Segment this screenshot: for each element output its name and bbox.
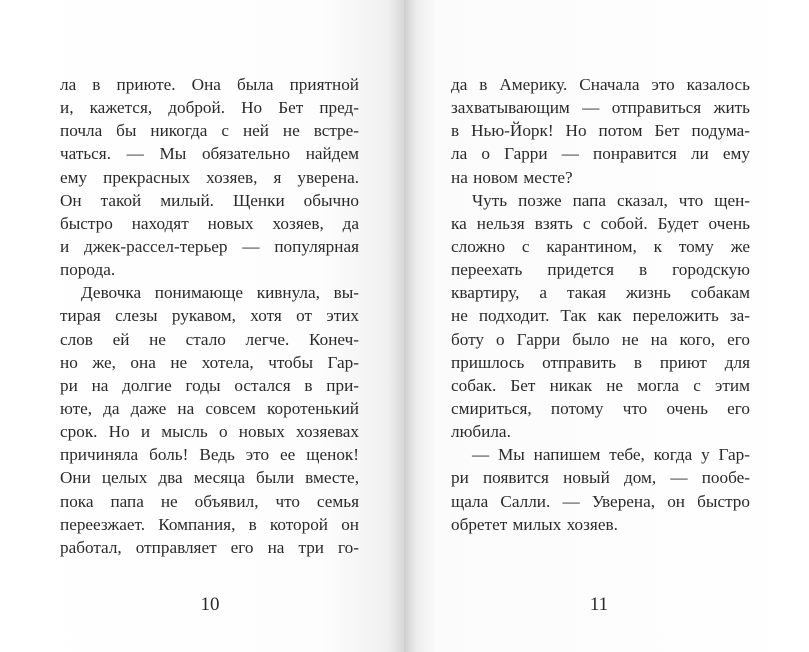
text-line: тирая слезы рукавом, хотя от этих bbox=[60, 306, 359, 326]
text-line: быстро находят новых хозяев, да bbox=[60, 213, 359, 233]
text-line: пока папа не объявил, что семья bbox=[60, 491, 359, 511]
text-line: Он такой милый. Щенки обычно bbox=[60, 190, 359, 210]
text-line: смириться, потому что очень его bbox=[451, 398, 750, 418]
text-line: почла бы никогда с ней не встре- bbox=[60, 121, 359, 141]
text-line: но же, она не хотела, чтобы Гар- bbox=[60, 352, 359, 372]
text-line: и джек-рассел-терьер — популярная bbox=[60, 236, 359, 256]
text-line: причиняла боль! Ведь это ее щенок! bbox=[60, 445, 359, 465]
right-page-text bbox=[451, 73, 750, 536]
right-page bbox=[404, 0, 809, 652]
text-line: — Мы напишем тебе, когда у Гар- bbox=[472, 445, 750, 465]
text-line: ри на долгие годы остался в при- bbox=[60, 375, 359, 395]
text-line: любила. bbox=[451, 422, 511, 442]
text-line: Они целых два месяца были вместе, bbox=[60, 468, 359, 488]
page-number: 11 bbox=[589, 594, 609, 615]
text-line: ка нельзя взять с собой. Будет очень bbox=[451, 213, 750, 233]
text-line: ла в приюте. Она была приятной bbox=[60, 75, 359, 94]
text-line: срок. Но и мысль о новых хозяевах bbox=[60, 422, 359, 442]
text-line: чаться. — Мы обязательно найдем bbox=[60, 144, 359, 164]
text-line: квартиру, а такая жизнь собакам bbox=[451, 283, 750, 303]
text-line: обретет милых хозяев. bbox=[451, 514, 618, 534]
text-line: Девочка понимающе кивнула, вы- bbox=[81, 283, 359, 303]
left-page-text bbox=[60, 73, 359, 559]
text-line: ри появится новый дом, — пообе- bbox=[451, 468, 750, 488]
text-line: на новом месте? bbox=[451, 167, 573, 187]
left-page bbox=[0, 0, 404, 652]
text-line: и, кажется, доброй. Но Бет пред- bbox=[60, 98, 359, 118]
text-line: Чуть позже папа сказал, что щен- bbox=[472, 190, 750, 210]
text-line: переезжает. Компания, в которой он bbox=[60, 514, 359, 534]
page-number: 10 bbox=[200, 594, 220, 615]
text-line: захватывающим — отправиться жить bbox=[451, 98, 750, 118]
text-line: собак. Бет никак не могла с этим bbox=[451, 375, 750, 395]
text-line: в Нью-Йорк! Но потом Бет подума- bbox=[451, 121, 750, 141]
text-line: работал, отправляет его на три го- bbox=[60, 537, 359, 557]
text-line: щала Салли. — Уверена, он быстро bbox=[451, 491, 750, 511]
text-line: не подходит. Так как переложить за- bbox=[451, 306, 750, 326]
text-line: порода. bbox=[60, 260, 116, 280]
text-line: да в Америку. Сначала это казалось bbox=[451, 75, 750, 94]
text-line: сложно с карантином, к тому же bbox=[451, 236, 750, 256]
text-line: переехать придется в городскую bbox=[451, 260, 750, 280]
text-line: ла о Гарри — понравится ли ему bbox=[451, 144, 750, 164]
text-line: пришлось отправить в приют для bbox=[451, 352, 750, 372]
text-line: юте, да даже на совсем коротенький bbox=[60, 398, 359, 418]
text-line: ему прекрасных хозяев, я уверена. bbox=[60, 167, 359, 187]
text-line: боту о Гарри было не на кого, его bbox=[451, 329, 750, 349]
text-line: слов ей не стало легче. Конеч- bbox=[60, 329, 359, 349]
